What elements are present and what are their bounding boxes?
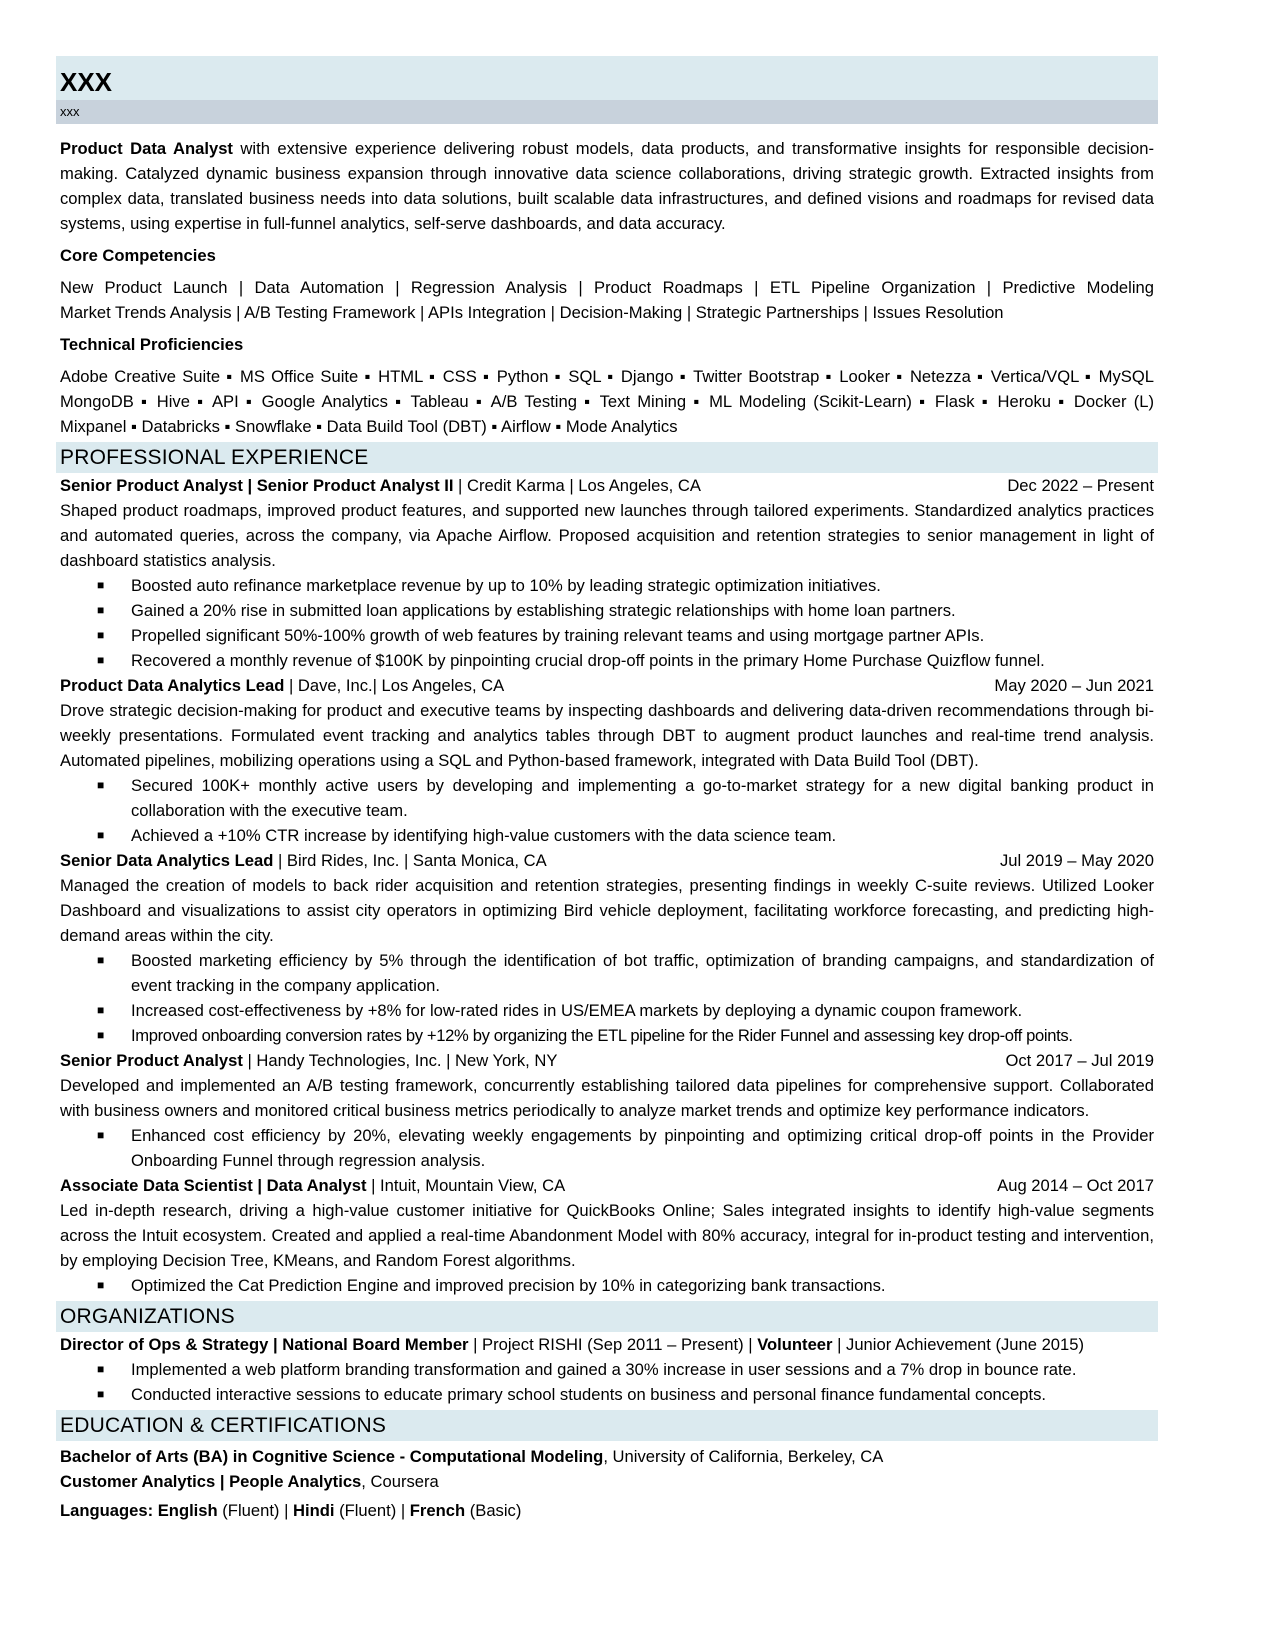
- job-dates: May 2020 – Jun 2021: [994, 676, 1154, 695]
- core-competencies-line-1: New Product Launch | Data Automation | Regression Analysis | Product Roadmaps | ETL Pipeline Organization | Predictive Modeling: [60, 278, 1154, 297]
- core-competencies-line-2: Market Trends Analysis | A/B Testing Framework | APIs Integration | Decision-Making | Strategic Partnerships | Issues Resolution: [60, 303, 1004, 322]
- org-role-2: Volunteer: [757, 1335, 833, 1354]
- org-detail-1: | Project RISHI (Sep 2011 – Present) |: [468, 1335, 758, 1354]
- degree-name: Bachelor of Arts (BA) in Cognitive Science - Computational Modeling: [60, 1447, 604, 1466]
- job-dates: Dec 2022 – Present: [1007, 476, 1154, 495]
- job-title-line: [60, 673, 504, 698]
- bullet-text: Recovered a monthly revenue of $100K by pinpointing crucial drop-off points in the primary Home Purchase Quizflow funnel.: [131, 651, 1045, 670]
- language-1: English: [157, 1501, 218, 1520]
- org-detail-2: | Junior Achievement (June 2015): [832, 1335, 1085, 1354]
- job-title: Senior Product Analyst: [60, 1051, 243, 1070]
- bullet-text: Enhanced cost efficiency by 20%, elevating weekly engagements by pinpointing and optimizing critical drop-off points in the Provider Onboarding Funnel through regression analysis.: [131, 1126, 1154, 1170]
- job-header: [60, 1173, 1154, 1198]
- bullet-item: [60, 1123, 1154, 1173]
- job-entry: [60, 1048, 1154, 1173]
- experience-heading: PROFESSIONAL EXPERIENCE: [56, 442, 1158, 473]
- bullet-item: [60, 1273, 1154, 1298]
- job-header: [60, 673, 1154, 698]
- job-bullets: [60, 773, 1154, 848]
- technical-proficiencies-heading: Technical Proficiencies: [60, 335, 244, 354]
- job-title-line: [60, 848, 547, 873]
- bullet-item: [60, 623, 1154, 648]
- languages-line: [60, 1498, 1154, 1523]
- language-3: French: [409, 1501, 466, 1520]
- degree-school: , University of California, Berkeley, CA: [603, 1447, 884, 1466]
- job-summary: Managed the creation of models to back rider acquisition and retention strategies, presenting findings in weekly C-suite reviews. Utilized Looker Dashboard and visualizations to assist city operators in optimizing Bird vehicle deployment, facilitating workforce forecasting, and predicting high-demand areas within the city.: [60, 876, 1154, 945]
- language-2-level: (Fluent) |: [334, 1501, 410, 1520]
- contact-info: xxx: [60, 104, 80, 119]
- job-entry: [60, 848, 1154, 1048]
- bullet-item: [60, 948, 1154, 998]
- job-dates: Jul 2019 – May 2020: [999, 851, 1154, 870]
- certification-line: [60, 1469, 1154, 1494]
- bullet-icon: ■: [97, 603, 105, 617]
- bullet-text: Increased cost-effectiveness by +8% for low-rated rides in US/EMEA markets by deploying a dynamic coupon framework.: [131, 1001, 1023, 1020]
- job-summary: Developed and implemented an A/B testing framework, concurrently establishing tailored data pipelines for comprehensive support. Collaborated with business owners and monitored critical business metrics periodically to analyze market trends and optimize key performance indicators.: [60, 1076, 1154, 1120]
- job-title-line: [60, 1048, 557, 1073]
- language-2: Hindi: [292, 1501, 335, 1520]
- resume-content: [56, 136, 1158, 1523]
- bullet-item: [60, 773, 1154, 823]
- languages-label: Languages:: [60, 1501, 158, 1520]
- job-company: | Dave, Inc.| Los Angeles, CA: [284, 676, 505, 695]
- job-company: | Credit Karma | Los Angeles, CA: [453, 476, 701, 495]
- job-company: | Bird Rides, Inc. | Santa Monica, CA: [273, 851, 547, 870]
- name-band: [56, 56, 1158, 100]
- bullet-icon: ■: [97, 778, 105, 792]
- bullet-item: [60, 998, 1154, 1023]
- bullet-icon: ■: [97, 1003, 105, 1017]
- core-competencies-heading: Core Competencies: [60, 246, 216, 265]
- org-role-1: Director of Ops & Strategy | National Board Member: [60, 1335, 469, 1354]
- bullet-item: [60, 823, 1154, 848]
- job-entry: [60, 1173, 1154, 1298]
- language-3-level: (Basic): [465, 1501, 522, 1520]
- bullet-icon: ■: [97, 1387, 105, 1401]
- professional-summary: [60, 136, 1154, 236]
- bullet-icon: ■: [97, 1128, 105, 1142]
- bullet-text: Boosted marketing efficiency by 5% through the identification of bot traffic, optimization of branding campaigns, and standardization of event tracking in the company application.: [131, 951, 1154, 995]
- bullet-icon: ■: [97, 1028, 105, 1042]
- certification-name: Customer Analytics | People Analytics: [60, 1472, 362, 1491]
- job-entry: [60, 673, 1154, 848]
- technical-line-3: Mixpanel ▪ Databricks ▪ Snowflake ▪ Data Build Tool (DBT) ▪ Airflow ▪ Mode Analytics: [60, 417, 678, 436]
- job-title: Senior Data Analytics Lead: [60, 851, 274, 870]
- bullet-text: Improved onboarding conversion rates by +12% by organizing the ETL pipeline for the Rider Funnel and assessing key drop-off points.: [131, 1026, 1073, 1045]
- job-bullets: [60, 1123, 1154, 1173]
- bullet-icon: ■: [97, 628, 105, 642]
- bullet-icon: ■: [97, 1362, 105, 1376]
- job-title: Senior Product Analyst | Senior Product Analyst II: [60, 476, 454, 495]
- bullet-item: [60, 1023, 1154, 1048]
- organizations-heading: ORGANIZATIONS: [56, 1301, 1158, 1332]
- job-title-line: [60, 473, 701, 498]
- bullet-item: [60, 1382, 1154, 1407]
- bullet-text: Secured 100K+ monthly active users by developing and implementing a go-to-market strategy for a new digital banking product in collaboration with the executive team.: [131, 776, 1154, 820]
- candidate-name: XXX: [60, 67, 113, 97]
- job-dates: Aug 2014 – Oct 2017: [997, 1176, 1154, 1195]
- bullet-text: Propelled significant 50%-100% growth of web features by training relevant teams and using mortgage partner APIs.: [131, 626, 985, 645]
- job-company: | Intuit, Mountain View, CA: [366, 1176, 566, 1195]
- bullet-text: Achieved a +10% CTR increase by identifying high-value customers with the data science team.: [131, 826, 837, 845]
- organization-line: [60, 1332, 1154, 1357]
- job-header: [60, 848, 1154, 873]
- bullet-text: Gained a 20% rise in submitted loan applications by establishing strategic relationships with home loan partners.: [131, 601, 956, 620]
- bullet-item: [60, 598, 1154, 623]
- job-summary: Led in-depth research, driving a high-value customer initiative for QuickBooks Online; Sales integrated insights to identify high-value segments across the Intuit ecosystem. Created and applied a real-time Abandonment Model with 80% accuracy, integral for in-product testing and intervention, by employing Decision Tree, KMeans, and Random Forest algorithms.: [60, 1201, 1154, 1270]
- summary-lead: Product Data Analyst: [60, 139, 233, 158]
- job-header: [60, 473, 1154, 498]
- job-title: Associate Data Scientist | Data Analyst: [60, 1176, 367, 1195]
- technical-line-1: Adobe Creative Suite ▪ MS Office Suite ▪ HTML ▪ CSS ▪ Python ▪ SQL ▪ Django ▪ Twitter Bootstrap ▪ Looker ▪ Netezza ▪ Vertica/VQL ▪ MySQL: [60, 367, 1154, 386]
- bullet-icon: ■: [97, 1278, 105, 1292]
- job-bullets: [60, 1273, 1154, 1298]
- organization-bullets: [60, 1357, 1154, 1407]
- job-header: [60, 1048, 1154, 1073]
- job-bullets: [60, 573, 1154, 673]
- bullet-icon: ■: [97, 578, 105, 592]
- bullet-icon: ■: [97, 653, 105, 667]
- job-bullets: [60, 948, 1154, 1048]
- summary-text: with extensive experience delivering robust models, data products, and transformative insights for responsible decision-making. Catalyzed dynamic business expansion through innovative data science collaborations, driving strategic growth. Extracted insights from complex data, translated business needs into data solutions, built scalable data infrastructures, and defined visions and roadmaps for revised data systems, using expertise in full-funnel analytics, self-serve dashboards, and data accuracy.: [60, 139, 1154, 233]
- job-summary: Drove strategic decision-making for product and executive teams by inspecting dashboards and delivering data-driven recommendations through bi-weekly presentations. Formulated event tracking and analytics tables through DBT to augment product launches and real-time trend analysis. Automated pipelines, mobilizing operations using a SQL and Python-based framework, integrated with Data Build Tool (DBT).: [60, 701, 1154, 770]
- bullet-text: Optimized the Cat Prediction Engine and improved precision by 10% in categorizing bank transactions.: [131, 1276, 886, 1295]
- language-1-level: (Fluent) |: [217, 1501, 293, 1520]
- job-title: Product Data Analytics Lead: [60, 676, 285, 695]
- education-heading: EDUCATION & CERTIFICATIONS: [56, 1410, 1158, 1441]
- contact-band: [56, 100, 1158, 124]
- bullet-icon: ■: [97, 953, 105, 967]
- job-summary: Shaped product roadmaps, improved product features, and supported new launches through tailored experiments. Standardized analytics practices and automated queries, across the company, via Apache Airflow. Proposed acquisition and retention strategies to senior management in light of dashboard statistics analysis.: [60, 501, 1154, 570]
- job-entry: [60, 473, 1154, 673]
- technical-line-2: MongoDB ▪ Hive ▪ API ▪ Google Analytics ▪ Tableau ▪ A/B Testing ▪ Text Mining ▪ ML Modeling (Scikit-Learn) ▪ Flask ▪ Heroku ▪ Docker (L): [60, 392, 1154, 411]
- job-title-line: [60, 1173, 565, 1198]
- bullet-item: [60, 573, 1154, 598]
- bullet-item: [60, 648, 1154, 673]
- bullet-text: Boosted auto refinance marketplace revenue by up to 10% by leading strategic optimization initiatives.: [131, 576, 881, 595]
- degree-line: [60, 1444, 1154, 1469]
- bullet-text: Implemented a web platform branding transformation and gained a 30% increase in user sessions and a 7% drop in bounce rate.: [131, 1360, 1077, 1379]
- job-dates: Oct 2017 – Jul 2019: [1005, 1051, 1154, 1070]
- bullet-item: [60, 1357, 1154, 1382]
- job-company: | Handy Technologies, Inc. | New York, NY: [242, 1051, 558, 1070]
- bullet-text: Conducted interactive sessions to educate primary school students on business and personal finance fundamental concepts.: [131, 1385, 1047, 1404]
- bullet-icon: ■: [97, 828, 105, 842]
- certification-provider: , Coursera: [361, 1472, 439, 1491]
